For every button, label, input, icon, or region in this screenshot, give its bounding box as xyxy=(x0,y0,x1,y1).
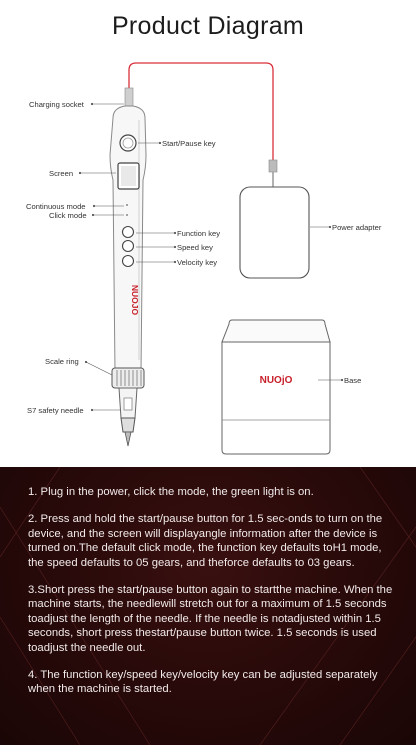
label-start-pause-key: Start/Pause key xyxy=(162,139,216,148)
base-top xyxy=(222,320,330,342)
page-title: Product Diagram xyxy=(111,12,305,40)
base-body xyxy=(222,342,330,454)
pen-logo: NUOJO xyxy=(130,284,140,316)
label-velocity-key: Velocity key xyxy=(177,258,218,267)
instruction-step: 2. Press and hold the start/pause button for 1.5 sec-onds to turn on the device, and the screen will displayangle information after the device is turned on.The default click mode, the function key defaults toH1 mode, the speed defaults to 05 gears, and theforce defaults to 03 gears. xyxy=(28,513,383,569)
needle-tip-housing xyxy=(121,418,135,432)
start-pause-key xyxy=(120,135,136,151)
label-click-mode: Click mode xyxy=(49,211,87,220)
needle-window xyxy=(124,398,132,410)
instructions-panel xyxy=(0,467,416,745)
label-continuous-mode: Continuous mode xyxy=(26,202,86,211)
pen-plug xyxy=(125,88,133,108)
power-adapter xyxy=(240,187,309,278)
scale-ring-ridges xyxy=(117,370,141,386)
label-safety-needle: S7 safety needle xyxy=(27,406,84,415)
label-speed-key: Speed key xyxy=(177,243,213,252)
label-base: Base xyxy=(344,376,362,385)
label-power-adapter: Power adapter xyxy=(332,223,382,232)
click-mode-indicator xyxy=(126,214,128,216)
label-screen: Screen xyxy=(49,169,74,178)
velocity-key xyxy=(123,256,134,267)
instruction-list xyxy=(28,485,394,710)
pen-screen-inner xyxy=(121,166,136,186)
instruction-step: 3.Short press the start/pause button again to startthe machine. When the machine starts, the needlewill stretch out for a maximum of 1.5 seconds toadjust the length of the needle. If the needle is notadjusted within 1.5 seconds, short press thestart/pause button twice. 1.5 seconds is used toadjust the needle out. xyxy=(28,584,393,654)
speed-key xyxy=(123,241,134,252)
function-key xyxy=(123,227,134,238)
cable-plug xyxy=(269,160,277,172)
base-logo: NUOjO xyxy=(259,375,293,386)
instruction-step: 1. Plug in the power, click the mode, the green light is on. xyxy=(28,486,314,498)
label-charging-socket: Charging socket xyxy=(29,100,84,109)
continuous-mode-indicator xyxy=(126,204,128,206)
label-function-key: Function key xyxy=(177,229,221,238)
label-scale-ring: Scale ring xyxy=(45,357,79,366)
instruction-step: 4. The function key/speed key/velocity key can be adjusted separately when the machine is started. xyxy=(28,669,378,696)
needle-tip xyxy=(125,432,131,446)
